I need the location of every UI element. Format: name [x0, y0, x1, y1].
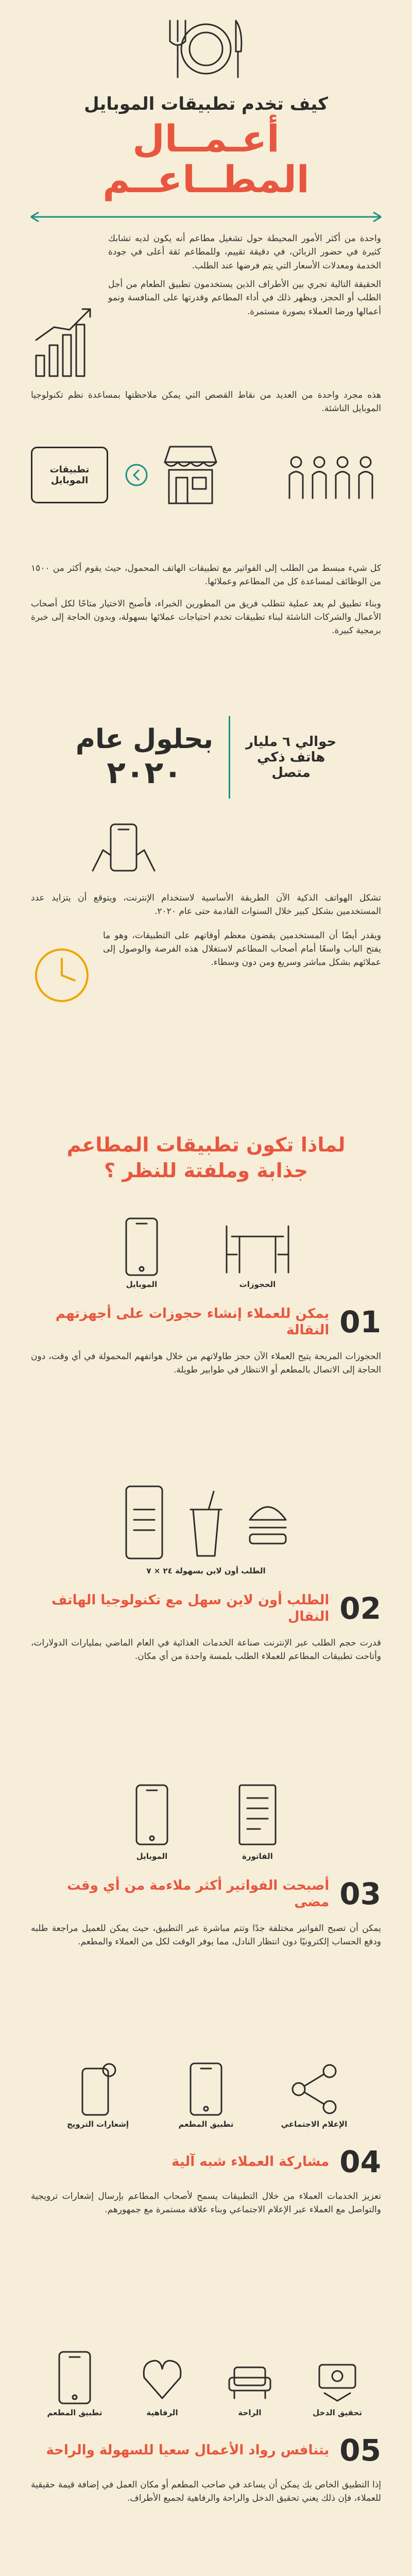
stat-side-line-2: هاتف ذكي	[256, 750, 325, 765]
income-icon	[314, 2349, 360, 2406]
why-section	[0, 1133, 412, 1200]
feature-05-text: إذا التطبيق الخاص بك يمكن أن يساعد في صاحب المطعم أو مكان العمل في إضافة قيمة حقيقية للعملاء، فإن ذلك يعني تحقيق الدخل والراحة والرفاهية لجميع الأطراف.	[31, 2480, 381, 2504]
feature-01-text: الحجوزات المريحة يتيح العملاء الآن حجز طاولاتهم من خلال هواتفهم المحمولة في أي وقت، دون الحاجة إلى الاتصال بالمطعم أو الانتظار في طوابير طويلة.	[31, 1351, 381, 1376]
flow-diagram	[0, 431, 412, 524]
feature-03-icon-label-2: الموبايل	[136, 1852, 168, 1861]
feature-05-icon-label-2: الراحة	[238, 2408, 262, 2417]
body2-paragraph-1: تشكل الهواتف الذكية الآن الطريقة الأساسية لاستخدام الإنترنت، ويتوقع أن يتزايد عدد المستخدمين بشكل كبير خلال السنوات القادمة حتى عام ٢٠٢٠.	[31, 893, 381, 917]
wellbeing-icon	[139, 2349, 185, 2406]
clock-icon	[31, 944, 93, 1006]
body1-section	[0, 562, 412, 716]
stat-big-line-2: ٢٠٢٠	[107, 755, 182, 791]
burger-icon	[245, 1489, 291, 1561]
feature-03	[0, 1783, 412, 2050]
smartphone-hands-icon	[88, 819, 160, 876]
notification-phone-icon	[77, 2061, 118, 2117]
customers-icon	[283, 452, 381, 503]
sofa-icon	[227, 2349, 273, 2406]
feature-05	[0, 2349, 412, 2576]
why-line-1: لماذا تكون تطبيقات المطاعم	[66, 1133, 346, 1156]
feature-05-number: 05	[339, 2433, 381, 2468]
feature-04-icon-label-3: إشعارات الترويج	[66, 2120, 129, 2129]
divider-arrow	[21, 211, 391, 223]
body1-paragraph-2: وبناء تطبيق لم يعد عملية تتطلب فريق من المطورين الخبراء، فأصبح الاختيار متاحًا لكل أصحاب الأعمال والشركات الناشئة لبناء تطبيقات تخدم احتياجات عملائها بسهولة، وبدون الحاجة إلى خبرة برمجية كبيرة.	[31, 598, 381, 636]
page-headline-line2: المطــاعــم	[102, 158, 310, 201]
feature-05-icon-label-4: تطبيق المطعم	[47, 2408, 102, 2417]
intro-paragraph-3: هذه مجرد واحدة من العديد من نقاط القصص التي يمكن ملاحظتها بمساعدة نظم تكنولوجيا الموبايل الناشئة.	[31, 390, 381, 414]
page-headline-line1: أعـمــال	[132, 117, 280, 160]
stat-divider	[229, 716, 230, 799]
page-subtitle: كيف تخدم تطبيقات الموبايل	[84, 94, 328, 114]
menu-phone-icon	[121, 1484, 167, 1561]
feature-02-title: الطلب أون لاين سهل مع تكنولوجيا الهاتف النقال	[51, 1592, 330, 1624]
arrow-left-icon	[124, 462, 149, 488]
intro-paragraph-1: واحدة من أكثر الأمور المحيطة حول تشغيل مطاعم أنه يكون لديه تشابك كثيرة في حضور الزبائن، في دقيقة تقييم، وللمطاعم ثقة أعلى في جودة الخدمة ومعدلات الأسعار التي يتم فرضها عند الطلب.	[108, 233, 381, 271]
mobile-phone-icon	[131, 1783, 173, 1850]
drink-cup-icon	[188, 1489, 224, 1561]
body2-section	[0, 891, 412, 1128]
stat-big-line-1: بحلول عام	[75, 724, 214, 755]
feature-01-icon-label-2: الموبايل	[126, 1280, 158, 1289]
feature-05-icon-label-3: الرفاهية	[146, 2408, 178, 2417]
restaurant-app-icon	[185, 2061, 227, 2117]
utensils-icon	[0, 10, 412, 82]
intro-section	[0, 232, 412, 551]
restaurant-app-icon	[54, 2349, 95, 2406]
feature-05-title: يتنافس رواد الأعمال سعيا للسهولة والراحة	[46, 2442, 330, 2458]
feature-04-icon-label-1: الإعلام الاجتماعي	[281, 2120, 348, 2129]
feature-03-icon-label-1: الفاتورة	[242, 1852, 273, 1861]
feature-04-number: 04	[339, 2144, 381, 2179]
why-line-2: جذابة وملفتة للنظر ؟	[104, 1159, 308, 1182]
feature-02-text: قدرت حجم الطلب عبر الإنترنت صناعة الخدمات الغذائية في العام الماضي بمليارات الدولارات، وأتاحت تطبيقات المطاعم للعملاء الطلب بلمسة واحدة من أي مكان.	[31, 1638, 381, 1662]
mobile-app-box: تطبيقات الموبايل	[31, 447, 108, 503]
feature-05-icon-label-1: تحقيق الدخل	[313, 2408, 362, 2417]
feature-04	[0, 2061, 412, 2329]
stat-section	[0, 716, 412, 886]
feature-04-title: مشاركة العملاء شبه آلية	[171, 2154, 330, 2170]
invoice-icon	[234, 1783, 281, 1850]
header-section	[0, 10, 412, 206]
restaurant-store-icon	[160, 442, 221, 509]
feature-02-number: 02	[339, 1591, 381, 1626]
feature-02	[0, 1484, 412, 1772]
feature-01-number: 01	[339, 1304, 381, 1340]
feature-02-icons-caption: الطلب أون لاين بسهولة ٢٤ × ٧	[146, 1566, 266, 1575]
feature-01-icon-label-1: الحجوزات	[239, 1280, 276, 1289]
feature-03-title: أصبحت الفواتير أكثر ملاءمة من أي وقت مضى	[67, 1877, 330, 1910]
feature-01-title: يمكن للعملاء إنشاء حجوزات على أجهزتهم النقالة	[55, 1306, 330, 1338]
body1-paragraph-1: كل شيء مبسط من الطلب إلى الفواتير مع تطبيقات الهاتف المحمول، حيث يقوم أكثر من ١٥٠٠ من الوظائف لمساعدة كل من المطاعم وعملائها.	[31, 563, 381, 587]
stat-side-line-1: حوالي ٦ مليار	[246, 734, 337, 750]
feature-03-number: 03	[339, 1876, 381, 1911]
feature-04-icon-label-2: تطبيق المطعم	[178, 2120, 234, 2129]
mobile-phone-icon	[121, 1216, 162, 1278]
growth-chart-icon	[31, 299, 98, 381]
intro-paragraph-2: الحقيقة التالية تجري بين الأطراف الذين يستخدمون تطبيق الطعام من أجل الطلب أو الحجز، ويظهر ذلك في أداء المطاعم وقدرتها على المنافسة ونمو أعمالها ورضا العملاء بصورة مستمرة.	[108, 279, 381, 317]
share-icon	[286, 2061, 342, 2117]
feature-04-text: تعزيز الخدمات العملاء من خلال التطبيقات يسمح لأصحاب المطاعم بإرسال إشعارات ترويجية والتواصل مع العملاء عبر الإعلام الاجتماعي وبناء علاقة مستمرة مع جمهورهم.	[31, 2191, 381, 2215]
table-icon	[224, 1216, 291, 1278]
stat-side-line-3: متصل	[271, 765, 311, 781]
feature-01	[0, 1216, 412, 1484]
body2-paragraph-2: ويقدر أيضًا أن المستخدمين يقضون معظم أوقاتهم على التطبيقات، وهو ما يفتح الباب واسعًا أمام أصحاب المطاعم لاستغلال هذه الفرصة والوصول إلى عملائهم بشكل مباشر وسريع ومن دون وسطاء.	[103, 930, 381, 968]
feature-03-text: يمكن أن تصبح الفواتير مختلفة جدًا وتتم مباشرة عبر التطبيق، حيث يمكن للعميل مراجعة طلبه ودفع الحساب إلكترونيًا دون انتظار النادل، مما يوفر الوقت لكل من العملاء والمطعم.	[31, 1923, 381, 1947]
